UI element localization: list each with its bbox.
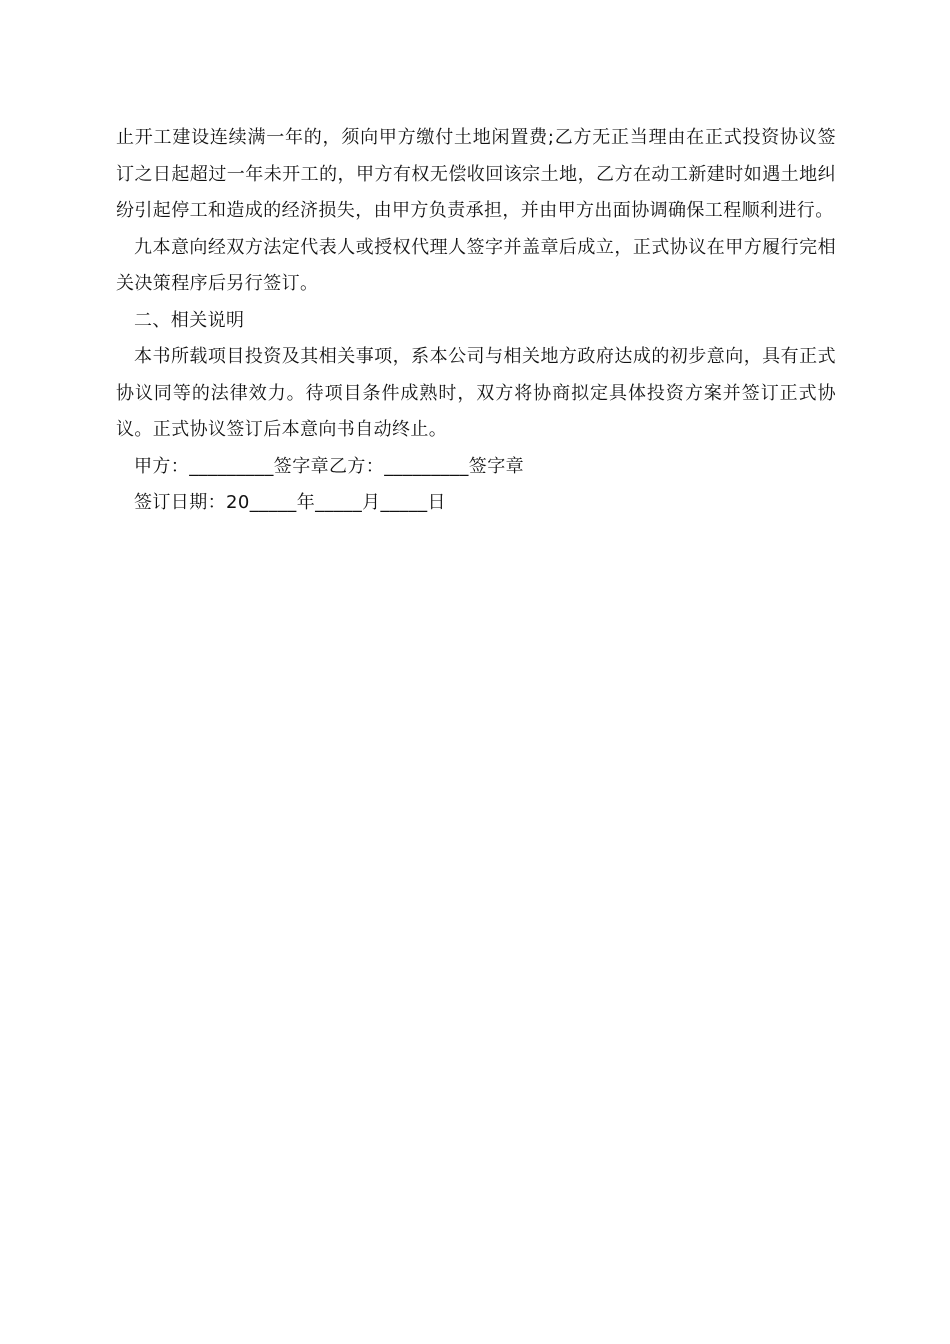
related-notes-paragraph: 本书所载项目投资及其相关事项，系本公司与相关地方政府达成的初步意向，具有正式协议同等的法律效力。待项目条件成熟时，双方将协商拟定具体投资方案并签订正式协议。正式协议签订后本意向书自动终止。 [116,346,836,440]
document-body [116,120,836,522]
signing-date-line: 签订日期：20_____年_____月_____日 [134,492,446,513]
signature-line: 甲方：_________签字章乙方：_________签字章 [134,455,524,477]
clause-nine-paragraph: 九本意向经双方法定代表人或授权代理人签字并盖章后成立，正式协议在甲方履行完相关决策程序后另行签订。 [116,236,836,294]
section-heading-related-notes: 二、相关说明 [134,309,245,331]
clause-paragraph-continued: 止开工建设连续满一年的，须向甲方缴付土地闲置费;乙方无正当理由在正式投资协议签订之日起超过一年未开工的，甲方有权无偿收回该宗土地，乙方在动工新建时如遇土地纠纷引起停工和造成的经济损失，由甲方负责承担，并由甲方出面协调确保工程顺利进行。 [116,127,836,221]
